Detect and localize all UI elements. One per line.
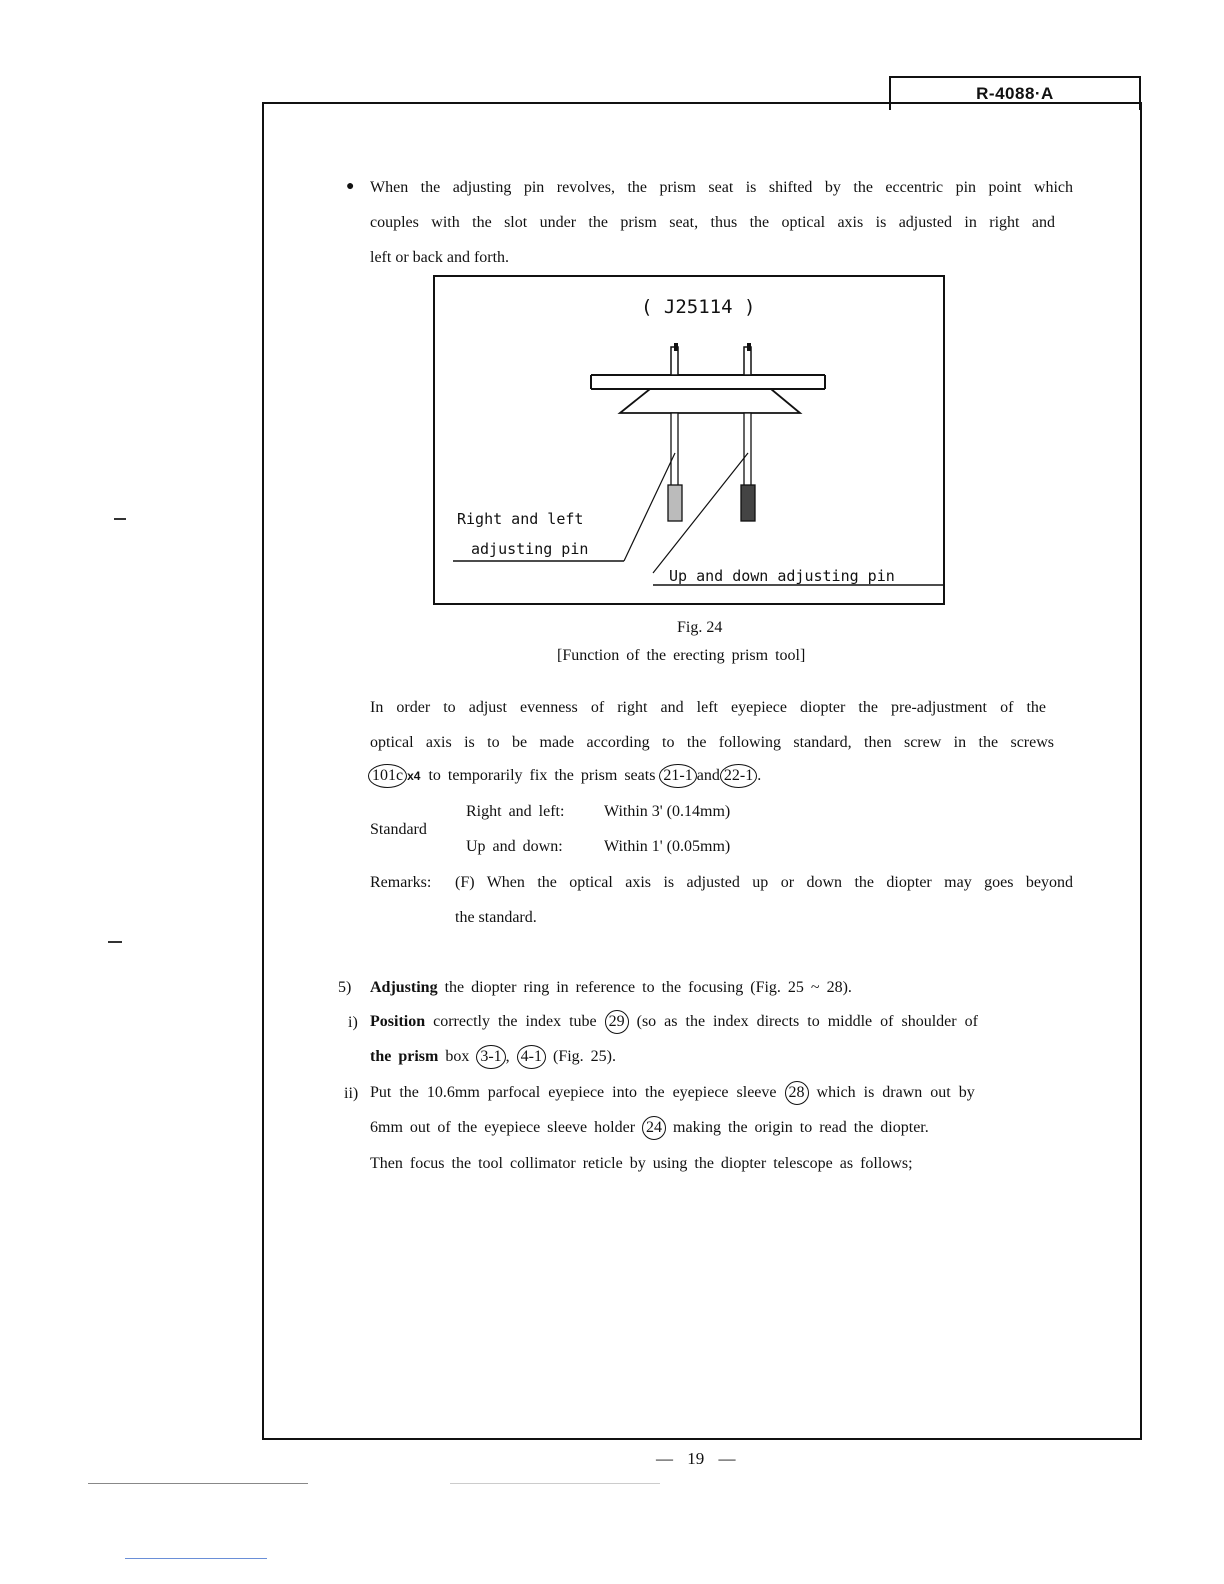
scan-line-left (88, 1483, 308, 1484)
page-number: — 19 — (656, 1449, 736, 1468)
bullet-line-2: couples with the slot under the prism seat, thus the optical axis is adjusted in right and (370, 214, 1055, 231)
prism-seat-ref-2: 22-1 (720, 764, 757, 788)
margin-mark-1 (114, 518, 126, 520)
step-i-line-2 (370, 1045, 616, 1069)
step-i-line-2-end: (Fig. 25). (552, 1048, 616, 1065)
remarks-label: Remarks: (370, 874, 432, 891)
step-i-bold: Position (370, 1013, 426, 1030)
standard-ud-value: Within 1' (0.05mm) (604, 838, 731, 855)
eyepiece-sleeve-ref: 28 (785, 1081, 809, 1105)
step-ii-text-2: which is drawn out by (816, 1084, 975, 1101)
step-i-comma: , (505, 1048, 510, 1065)
bullet-line-1: When the adjusting pin revolves, the prism seat is shifted by the eccentric pin point which (370, 179, 1073, 196)
section-5-number: 5) (338, 979, 352, 996)
scan-line-middle (450, 1483, 660, 1484)
label-right-left-line1: Right and left (457, 510, 584, 528)
step-i-number: i) (348, 1014, 358, 1031)
label-right-left-line2: adjusting pin (471, 540, 589, 558)
step-i-text-2: (so as the index directs to middle of shoulder of (636, 1013, 978, 1030)
step-ii-line-1 (370, 1081, 975, 1105)
step-i-text-1: correctly the index tube (433, 1013, 597, 1030)
step-ii-line-2a: 6mm out of the eyepiece sleeve holder (370, 1119, 636, 1136)
index-tube-ref: 29 (605, 1010, 629, 1034)
standard-rl-value: Within 3' (0.14mm) (604, 803, 731, 820)
sleeve-holder-ref: 24 (642, 1116, 666, 1140)
remarks-line-1: (F) When the optical axis is adjusted up or down the diopter may goes beyond (455, 874, 1073, 891)
figure-code: ( J25114 ) (641, 296, 756, 318)
step-ii-line-2 (370, 1116, 929, 1140)
figure-24 (433, 275, 945, 605)
bullet-line-3: left or back and forth. (370, 249, 510, 266)
prism-box-ref-1: 3-1 (476, 1045, 505, 1069)
standard-ud-label: Up and down: (466, 838, 563, 855)
para2-line-3 (368, 764, 761, 788)
screw-multiplier: x4 (407, 769, 421, 783)
para2-line-3-text: to temporarily fix the prism seats (428, 767, 656, 784)
and-word: and (696, 767, 720, 784)
section-5-title-rest: the diopter ring in reference to the focusing (Fig. 25 ~ 28). (444, 979, 852, 996)
figure-caption-number: Fig. 24 (677, 619, 723, 636)
section-5-title-bold: Adjusting (370, 979, 438, 996)
para2-line-1: In order to adjust evenness of right and left eyepiece diopter the pre-adjustment of the (370, 699, 1046, 716)
step-ii-number: ii) (344, 1085, 359, 1102)
prism-box-ref-2: 4-1 (517, 1045, 546, 1069)
figure-caption-title: [Function of the erecting prism tool] (557, 647, 806, 664)
step-i-line-2-text: box (445, 1048, 470, 1065)
margin-mark-2 (108, 941, 122, 943)
label-up-down: Up and down adjusting pin (669, 567, 895, 585)
remarks-line-2: the standard. (455, 909, 537, 926)
step-i-line-2-bold: the prism (370, 1048, 439, 1065)
standard-label: Standard (370, 821, 427, 838)
scan-line-bottom (125, 1558, 267, 1559)
para2-period: . (757, 767, 762, 784)
step-i-line-1 (370, 1010, 978, 1034)
bullet-icon: ● (346, 179, 355, 194)
screw-ref: 101c (368, 764, 407, 788)
step-ii-line-2b: making the origin to read the diopter. (673, 1119, 929, 1136)
prism-seat-ref-1: 21-1 (659, 764, 696, 788)
document-id: R-4088·A (889, 76, 1141, 110)
step-ii-text-1: Put the 10.6mm parfocal eyepiece into the eyepiece sleeve (370, 1084, 777, 1101)
standard-rl-label: Right and left: (466, 803, 565, 820)
step-ii-line-3: Then focus the tool collimator reticle by using the diopter telescope as follows; (370, 1155, 913, 1172)
para2-line-2: optical axis is to be made according to the following standard, then screw in the screws (370, 734, 1054, 751)
section-5-title (370, 978, 852, 998)
